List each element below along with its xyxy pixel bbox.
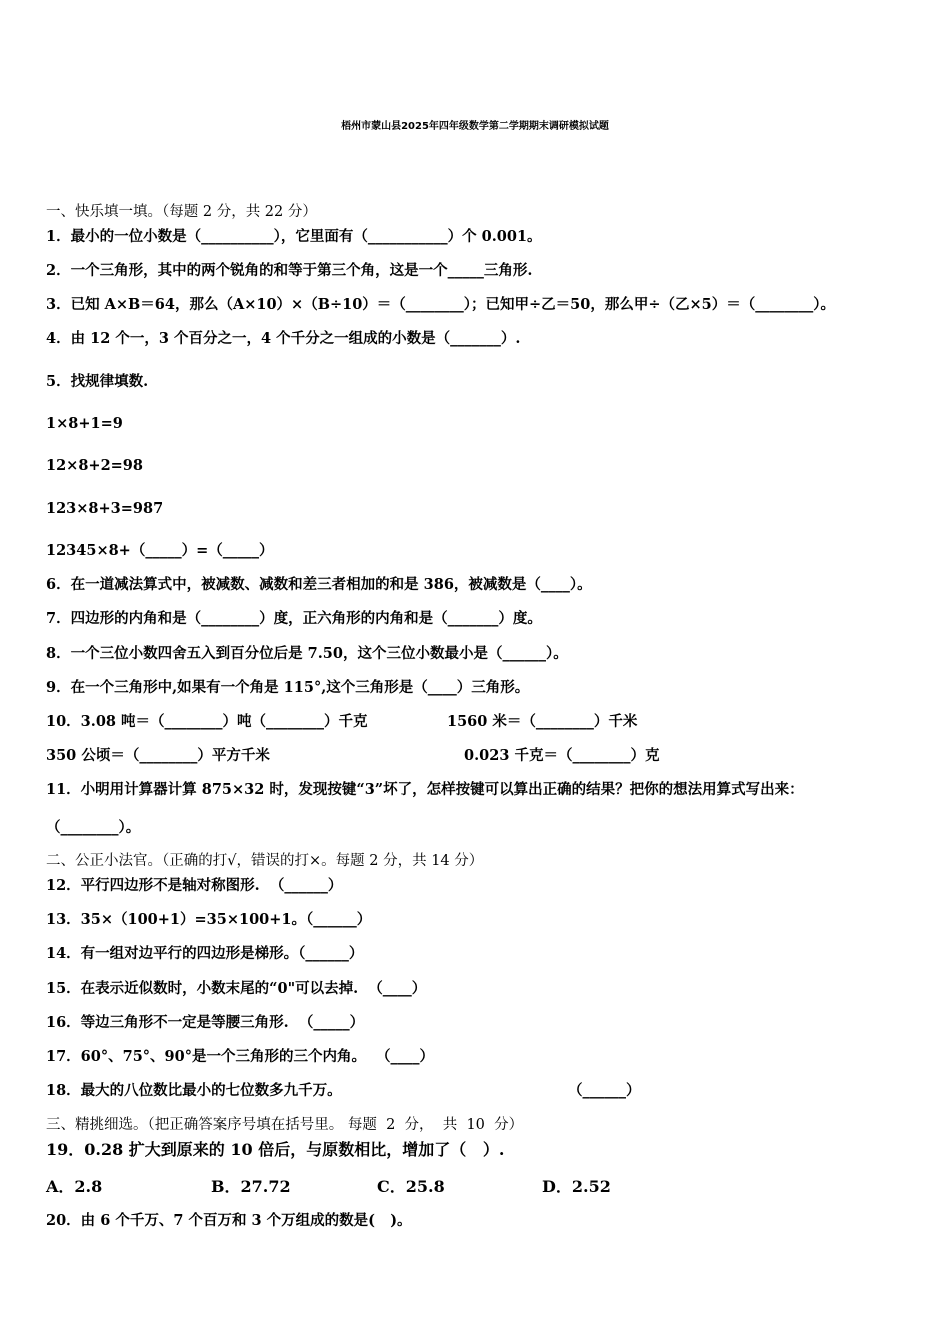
question-7: 7．四边形的内角和是（________）度，正六角形的内角和是（_______）度。 [46,610,542,627]
question-11-answer-blank: （________）。 [46,819,141,836]
question-16: 16．等边三角形不一定是等腰三角形. （_____） [46,1014,365,1031]
question-19-option-c: C．25.8 [377,1177,445,1196]
question-19-option-a: A．2.8 [46,1177,103,1196]
question-14: 14．有一组对边平行的四边形是梯形。（______） [46,945,364,962]
question-5-pattern-line-1: 1×8+1=9 [46,415,123,432]
section-1-heading: 一、快乐填一填。（每题 2 分，共 22 分） [46,204,317,220]
question-17: 17．60°、75°、90°是一个三角形的三个内角。 （____） [46,1048,435,1065]
question-5-pattern-line-2: 12×8+2=98 [46,457,143,474]
question-19: 19．0.28 扩大到原来的 10 倍后，与原数相比，增加了（ ）. [46,1140,505,1159]
question-11: 11．小明用计算器计算 875×32 时，发现按键“3”坏了，怎样按键可以算出正确的结果？把你的想法用算式写出来： [46,781,804,798]
question-10-part-d: 0.023 千克＝（________）克 [464,747,660,764]
question-18: 18．最大的八位数比最小的七位数多九千万。 [46,1082,342,1099]
question-3: 3．已知 A×B＝64，那么（A×10）×（B÷10）＝（________）；已知甲÷乙＝50，那么甲÷（乙×5）＝（________）。 [46,296,835,313]
question-18-answer-blank: （______） [568,1082,641,1099]
question-10-part-b: 1560 米＝（________）千米 [447,713,638,730]
question-5-pattern-line-4: 12345×8+（_____）=（_____） [46,542,274,559]
question-10-part-c: 350 公顷＝（________）平方千米 [46,747,270,764]
question-5: 5．找规律填数. [46,373,149,390]
question-13: 13．35×（100+1）=35×100+1。（______） [46,911,372,928]
section-3-heading: 三、精挑细选。（把正确答案序号填在括号里。 每题 2 分， 共 10 分） [46,1117,524,1133]
page-title: 梧州市蒙山县2025年四年级数学第二学期期末调研模拟试题 [341,121,609,132]
question-5-pattern-line-3: 123×8+3=987 [46,500,164,517]
question-6: 6．在一道减法算式中，被减数、减数和差三者相加的和是 386，被减数是（____）。 [46,576,592,593]
question-2: 2．一个三角形，其中的两个锐角的和等于第三个角，这是一个_____三角形. [46,262,533,279]
question-8: 8．一个三位小数四舍五入到百分位后是 7.50，这个三位小数最小是（______）。 [46,645,568,662]
question-19-option-d: D．2.52 [542,1177,611,1196]
question-20: 20．由 6 个千万、7 个百万和 3 个万组成的数是( )。 [46,1212,412,1229]
question-12: 12．平行四边形不是轴对称图形. （______） [46,877,343,894]
question-1: 1．最小的一位小数是（__________），它里面有（___________）个 0.001。 [46,228,542,245]
question-10-part-a: 10．3.08 吨＝（________）吨（________）千克 [46,713,368,730]
question-9: 9．在一个三角形中,如果有一个角是 115°,这个三角形是（____）三角形。 [46,679,530,696]
question-19-option-b: B．27.72 [211,1177,291,1196]
question-4: 4．由 12 个一，3 个百分之一，4 个千分之一组成的小数是（_______）. [46,330,521,347]
section-2-heading: 二、公正小法官。（正确的打√，错误的打×。每题 2 分，共 14 分） [46,853,484,869]
question-15: 15．在表示近似数时，小数末尾的“0"可以去掉. （____） [46,980,427,997]
